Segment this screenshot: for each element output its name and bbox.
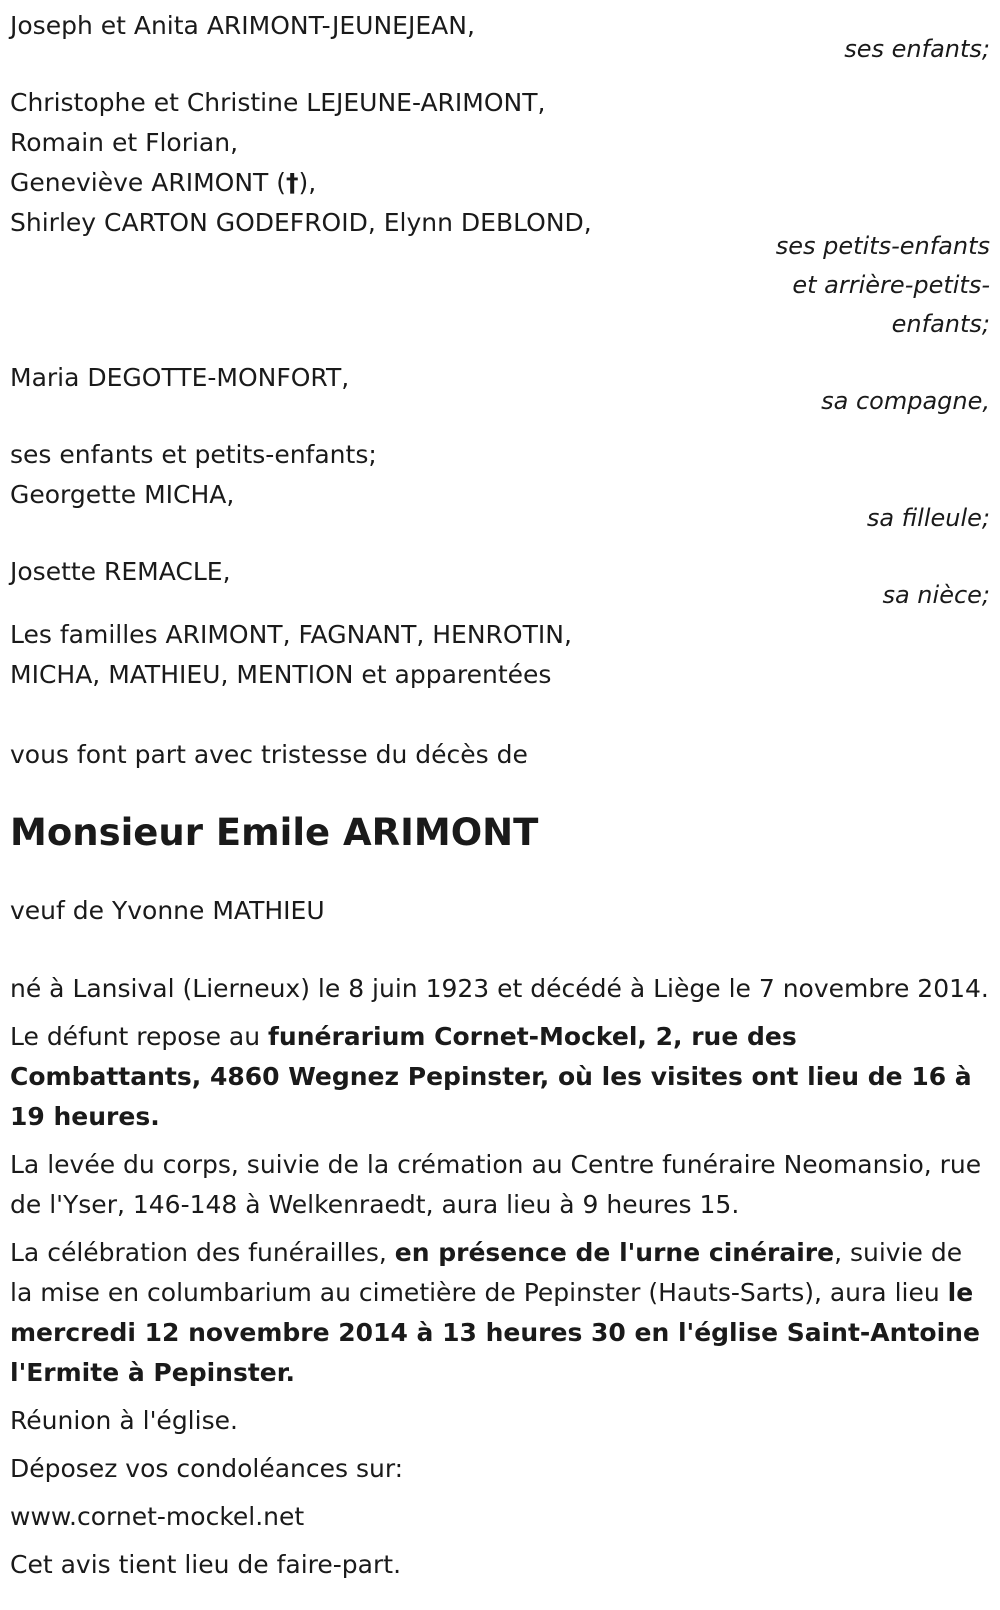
grandchild-line-4: Shirley CARTON GODEFROID, Elynn DEBLOND, <box>10 208 592 237</box>
obituary-content <box>10 6 990 1585</box>
goddaughter-name: Georgette MICHA, <box>10 480 235 509</box>
families-line-1: Les familles ARIMONT, FAGNANT, HENROTIN, <box>10 620 572 649</box>
niece-relation: sa nièce; <box>882 581 990 609</box>
closing-note: Cet avis tient lieu de faire-part. <box>10 1550 402 1579</box>
celebration-bold-2: le mercredi 12 novembre 2014 à 13 heures 30 en l'église Saint-Antoine l'Ermite à Pepinster. <box>10 1278 980 1387</box>
widower-of: veuf de Yvonne MATHIEU <box>10 896 325 925</box>
grandchild-line-3 <box>10 163 990 203</box>
celebration-paragraph <box>10 1233 990 1393</box>
grandchild-line-3-end: ), <box>298 168 317 197</box>
grandchildren-relation-1: ses petits-enfants <box>775 232 990 260</box>
announcement: vous font part avec tristesse du décès de <box>10 740 528 769</box>
reunion: Réunion à l'église. <box>10 1406 238 1435</box>
grandchildren-relation-3: enfants; <box>891 310 990 338</box>
goddaughter-block <box>10 435 990 538</box>
website-link[interactable]: www.cornet-mockel.net <box>10 1502 305 1531</box>
celebration-part-1: La célébration des funérailles, <box>10 1238 395 1267</box>
goddaughter-relation: sa filleule; <box>866 504 990 532</box>
celebration-bold-1: en présence de l'urne cinéraire <box>394 1238 835 1267</box>
grandchild-line-1: Christophe et Christine LEJEUNE-ARIMONT, <box>10 88 546 117</box>
grandchild-line-3-start: Geneviève ARIMONT ( <box>10 168 286 197</box>
children-block <box>10 6 990 69</box>
grandchildren-relation-2: et arrière-petits- <box>792 271 990 299</box>
deceased-name: Monsieur Emile ARIMONT <box>10 811 539 854</box>
celebration-part-2: , suivie de la mise en columbarium au cimetière de Pepinster (Hauts-Sarts), aura lieu <box>10 1238 963 1307</box>
levee-paragraph: La levée du corps, suivie de la crémation au Centre funéraire Neomansio, rue de l'Yser, 146-148 à Welkenraedt, aura lieu à 9 heures 15. <box>10 1150 982 1219</box>
repose-details: funérarium Cornet-Mockel, 2, rue des Combattants, 4860 Wegnez Pepinster, où les visites ont lieu de 16 à 19 heures. <box>10 1022 972 1131</box>
companion-name: Maria DEGOTTE-MONFORT, <box>10 363 350 392</box>
companion-family: ses enfants et petits-enfants; <box>10 440 377 469</box>
families-block <box>10 615 990 695</box>
niece-block <box>10 552 990 615</box>
grandchildren-block <box>10 83 990 344</box>
cross-icon: † <box>286 168 299 197</box>
children-names: Joseph et Anita ARIMONT-JEUNEJEAN, <box>10 11 475 40</box>
families-line-2: MICHA, MATHIEU, MENTION et apparentées <box>10 660 552 689</box>
birth-death: né à Lansival (Lierneux) le 8 juin 1923 et décédé à Liège le 7 novembre 2014. <box>10 974 989 1003</box>
companion-block <box>10 358 990 421</box>
companion-relation: sa compagne, <box>821 387 990 415</box>
children-relation: ses enfants; <box>844 35 990 63</box>
condolences-label: Déposez vos condoléances sur: <box>10 1454 404 1483</box>
repose-lead: Le défunt repose au <box>10 1022 269 1051</box>
repose-paragraph <box>10 1017 990 1137</box>
niece-name: Josette REMACLE, <box>10 557 231 586</box>
grandchild-line-2: Romain et Florian, <box>10 128 239 157</box>
